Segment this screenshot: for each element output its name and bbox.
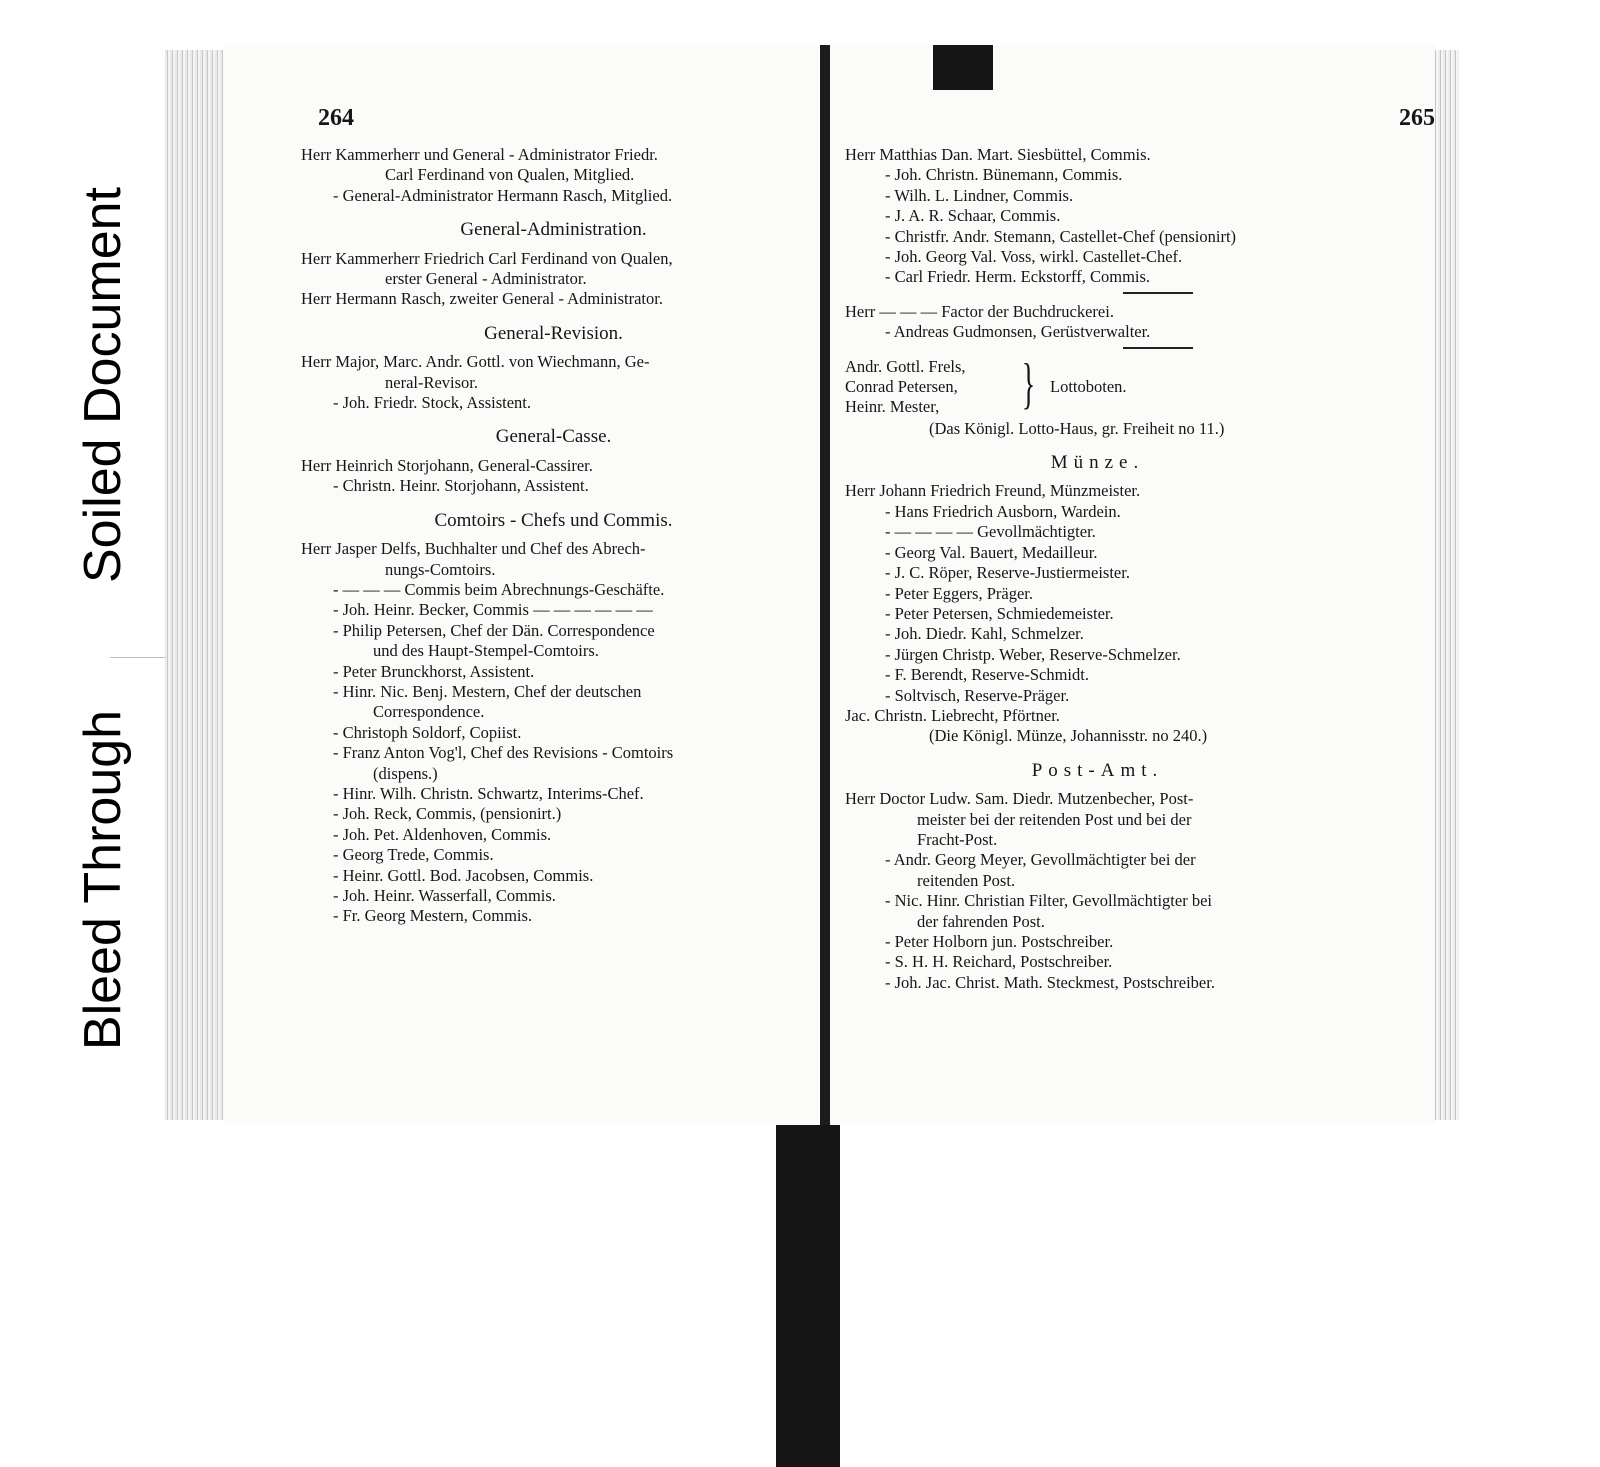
entry-line: - Carl Friedr. Herm. Eckstorff, Commis. <box>885 267 1151 287</box>
entry-line: Herr Matthias Dan. Mart. Siesbüttel, Commis. <box>845 145 1151 164</box>
entry-line: - Peter Eggers, Präger. <box>885 583 1033 603</box>
lotto-address: (Das Königl. Lotto-Haus, gr. Freiheit no 11.) <box>929 418 1225 438</box>
entry-line: - Joh. Heinr. Wasserfall, Commis. <box>333 886 556 905</box>
lotto-names <box>845 357 966 418</box>
entry-line: Correspondence. <box>373 702 485 722</box>
entry-line: Herr Kammerherr und General - Administrator Friedr. <box>301 145 658 164</box>
entry-line: - Hans Friedrich Ausborn, Wardein. <box>885 501 1121 521</box>
staff-list-block <box>845 145 1350 288</box>
entry-line: - Georg Trede, Commis. <box>333 845 494 865</box>
lotto-name: Andr. Gottl. Frels, <box>845 356 966 376</box>
bookmark-ribbon-bottom <box>776 1125 840 1467</box>
entry-line: erster General - Administrator. <box>385 269 587 289</box>
entry-line: - Christn. Heinr. Storjohann, Assistent. <box>333 476 589 496</box>
entry-line: Herr — — — Factor der Buchdruckerei. <box>845 301 1114 321</box>
entry-line: - Peter Petersen, Schmiedemeister. <box>885 603 1114 623</box>
entry-line: Herr Major, Marc. Andr. Gottl. von Wiechmann, Ge- <box>301 352 650 372</box>
separator-rule <box>1123 347 1193 349</box>
entry-line: - F. Berendt, Reserve-Schmidt. <box>885 665 1089 685</box>
muenze-list <box>845 481 1350 746</box>
section-heading: General-Casse. <box>495 426 612 448</box>
entry-line: - Franz Anton Vog'l, Chef des Revisions - Comtoirs <box>333 743 674 763</box>
entry-line: - Joh. Diedr. Kahl, Schmelzer. <box>885 624 1084 644</box>
entry-line: - Andr. Georg Meyer, Gevollmächtigter bei der <box>885 850 1196 870</box>
entry-line: - Christfr. Andr. Stemann, Castellet-Chef (pensionirt) <box>885 226 1237 246</box>
entry-line: meister bei der reitenden Post und bei der <box>917 809 1192 829</box>
side-label-soiled-document: Soiled Document <box>74 187 132 583</box>
page-edge-right <box>1433 50 1459 1120</box>
entry-line: (Die Königl. Münze, Johannisstr. no 240.) <box>929 726 1208 746</box>
entry-line: der fahrenden Post. <box>917 911 1045 931</box>
curly-brace-icon: } <box>1021 352 1036 415</box>
entry-line: und des Haupt-Stempel-Comtoirs. <box>373 641 599 661</box>
entry-line: Herr Jasper Delfs, Buchhalter und Chef des Abrech- <box>301 539 646 559</box>
right-page <box>830 45 1435 1125</box>
entry-line: - Andreas Gudmonsen, Gerüstverwalter. <box>885 322 1151 342</box>
right-page-content <box>845 145 1350 993</box>
entry-line: Herr Doctor Ludw. Sam. Diedr. Mutzenbecher, Post- <box>845 789 1194 809</box>
left-page-content <box>301 145 806 927</box>
entry-line: - Hinr. Wilh. Christn. Schwartz, Interims-Chef. <box>333 783 644 803</box>
side-label-bleed-through: Bleed Through <box>74 709 132 1051</box>
entry-line: nungs-Comtoirs. <box>385 559 496 579</box>
lotto-name: Conrad Petersen, <box>845 377 958 397</box>
entry-line: - Joh. Jac. Christ. Math. Steckmest, Postschreiber. <box>885 972 1215 992</box>
entry-line: - — — — — Gevollmächtigter. <box>885 522 1096 542</box>
entry-line: - Joh. Christn. Bünemann, Commis. <box>885 165 1123 185</box>
print-shop-block <box>845 302 1350 343</box>
section-heading: General-Revision. <box>484 322 623 344</box>
entry-line: - Christoph Soldorf, Copiist. <box>333 722 522 742</box>
entry-line: Herr Kammerherr Friedrich Carl Ferdinand von Qualen, <box>301 248 673 268</box>
entry-line: Fracht-Post. <box>917 829 998 849</box>
entry-line: - — — — Commis beim Abrechnungs-Geschäfte. <box>333 579 665 599</box>
page-number-right: 265 <box>1399 105 1435 131</box>
page-number-left: 264 <box>318 105 354 131</box>
entry-line: - General-Administrator Hermann Rasch, Mitglied. <box>333 185 673 205</box>
entry-line: - Soltvisch, Reserve-Präger. <box>885 685 1070 705</box>
entry-line: - Joh. Pet. Aldenhoven, Commis. <box>333 824 552 844</box>
entry-line: - J. C. Röper, Reserve-Justiermeister. <box>885 563 1130 583</box>
entry-line: - Fr. Georg Mestern, Commis. <box>333 906 533 926</box>
entry-line: - Jürgen Christp. Weber, Reserve-Schmelzer. <box>885 644 1181 664</box>
book-spine <box>820 45 830 1125</box>
entry-line: - Wilh. L. Lindner, Commis. <box>885 185 1074 205</box>
lotto-messengers-block <box>845 352 1350 419</box>
entry-line: - Peter Brunckhorst, Assistent. <box>333 661 535 681</box>
side-label-divider <box>110 657 168 658</box>
entry-line: Herr Heinrich Storjohann, General-Cassirer. <box>301 455 593 475</box>
entry-line: - Joh. Heinr. Becker, Commis — — — — — — <box>333 600 653 620</box>
entry-line: - Hinr. Nic. Benj. Mestern, Chef der deutschen <box>333 681 642 701</box>
entry-line: Herr Johann Friedrich Freund, Münzmeister. <box>845 481 1141 501</box>
entry-line: - Heinr. Gottl. Bod. Jacobsen, Commis. <box>333 865 594 885</box>
post-amt-list <box>845 789 1350 993</box>
entry-line: neral-Revisor. <box>385 372 479 392</box>
section-heading: General-Administration. <box>460 219 647 241</box>
lotto-label: Lottoboten. <box>1050 376 1127 396</box>
entry-line: - Georg Val. Bauert, Medailleur. <box>885 542 1098 562</box>
entry-line: - Philip Petersen, Chef der Dän. Correspondence <box>333 620 655 640</box>
page-edge-left <box>165 50 225 1120</box>
entry-line: reitenden Post. <box>917 870 1016 890</box>
entry-line: - Joh. Georg Val. Voss, wirkl. Castellet-Chef. <box>885 247 1183 267</box>
lotto-name: Heinr. Mester, <box>845 397 940 417</box>
section-heading-post-amt: Post-Amt. <box>1031 759 1164 781</box>
entry-line: Herr Hermann Rasch, zweiter General - Administrator. <box>301 289 663 309</box>
entry-line: - S. H. H. Reichard, Postschreiber. <box>885 952 1113 972</box>
bookmark-ribbon-top <box>933 45 993 90</box>
open-book <box>165 45 1459 1125</box>
entry-line: (dispens.) <box>373 763 438 783</box>
section-heading: Comtoirs - Chefs und Commis. <box>434 509 673 531</box>
side-label-panel <box>38 60 168 1065</box>
left-page <box>223 45 819 1125</box>
entry-line: - J. A. R. Schaar, Commis. <box>885 206 1061 226</box>
section-heading-muenze: Münze. <box>1050 452 1145 474</box>
entry-line: Jac. Christn. Liebrecht, Pförtner. <box>845 705 1060 725</box>
separator-rule <box>1123 292 1193 294</box>
entry-line: Carl Ferdinand von Qualen, Mitglied. <box>385 165 635 185</box>
entry-line: - Peter Holborn jun. Postschreiber. <box>885 932 1114 951</box>
entry-line: - Joh. Friedr. Stock, Assistent. <box>333 393 532 413</box>
entry-line: - Nic. Hinr. Christian Filter, Gevollmächtigter bei <box>885 891 1212 911</box>
entry-line: - Joh. Reck, Commis, (pensionirt.) <box>333 804 562 824</box>
